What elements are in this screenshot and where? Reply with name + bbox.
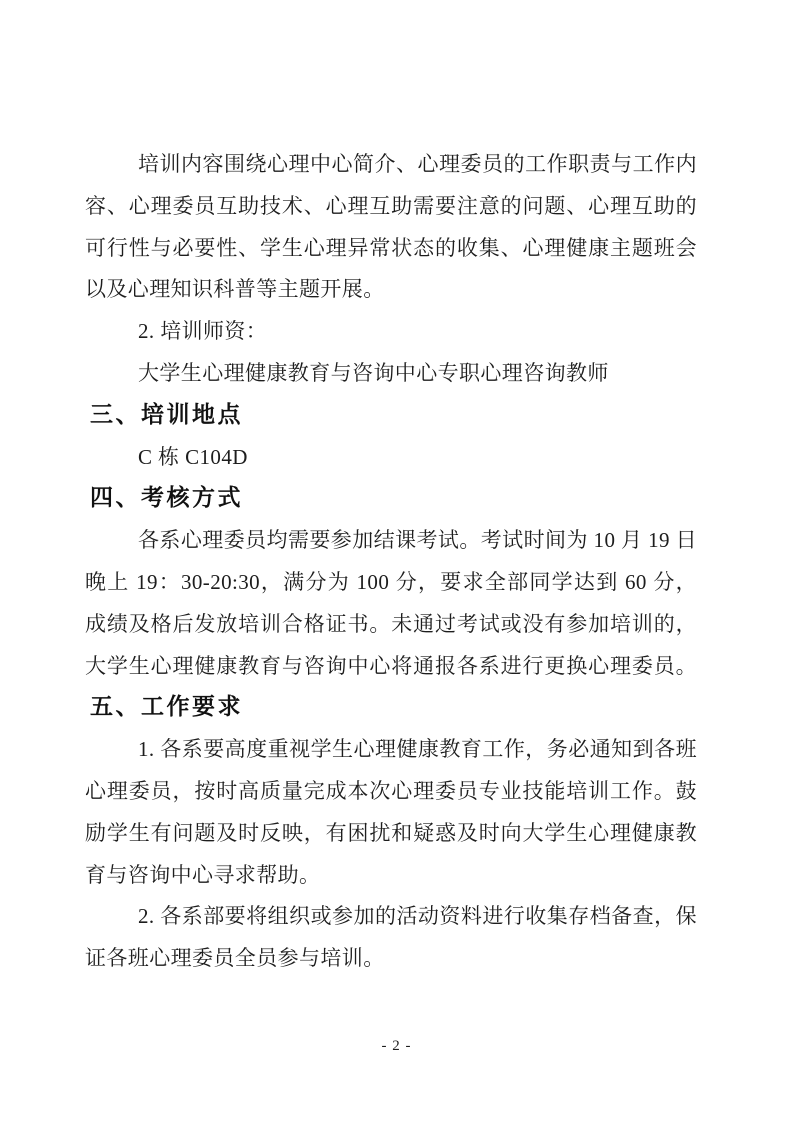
text-line: 晚上 19：30-20:30，满分为 100 分，要求全部同学达到 60 分， [85,569,697,594]
text-line: 可行性与必要性、学生心理异常状态的收集、心理健康主题班会 [85,235,697,260]
text-line: 大学生心理健康教育与咨询中心专职心理咨询教师 [138,360,609,385]
heading-training-location: 三、培训地点 [90,401,243,428]
paragraph-training-content [85,144,697,311]
text-line: C 栋 C104D [138,444,248,469]
paragraph-assessment-details [85,520,697,687]
paragraph-work-requirement-2 [85,896,697,980]
text-line: 证各班心理委员全员参与培训。 [85,946,385,971]
text-line: 大学生心理健康教育与咨询中心将通报各系进行更换心理委员。 [85,653,697,678]
paragraph-work-requirement-1 [85,729,697,896]
document-body [85,144,697,980]
heading-assessment-method: 四、考核方式 [90,485,243,512]
text-line: 1. 各系要高度重视学生心理健康教育工作，务必通知到各班 [138,737,697,762]
text-line: 成绩及格后发放培训合格证书。未通过考试或没有参加培训的， [85,611,697,636]
text-line: 各系心理委员均需要参加结课考试。考试时间为 10 月 19 日 [138,528,697,553]
heading-work-requirements: 五、工作要求 [90,694,243,721]
text-line: 励学生有问题及时反映，有困扰和疑惑及时向大学生心理健康教 [85,820,697,845]
text-line: 容、心理委员互助技术、心理互助需要注意的问题、心理互助的 [85,193,697,218]
text-line: 育与咨询中心寻求帮助。 [85,862,321,887]
text-line: 以及心理知识科普等主题开展。 [85,277,385,302]
paragraph-location [85,437,697,479]
page-number: - 2 - [381,1038,412,1054]
text-line: 2. 各系部要将组织或参加的活动资料进行收集存档备查，保 [138,904,697,929]
text-line: 心理委员，按时高质量完成本次心理委员专业技能培训工作。鼓 [85,778,697,803]
paragraph-training-faculty-label [85,311,697,353]
paragraph-training-faculty [85,353,697,395]
text-line: 2. 培训师资： [138,319,268,344]
text-line: 培训内容围绕心理中心简介、心理委员的工作职责与工作内 [138,152,697,176]
